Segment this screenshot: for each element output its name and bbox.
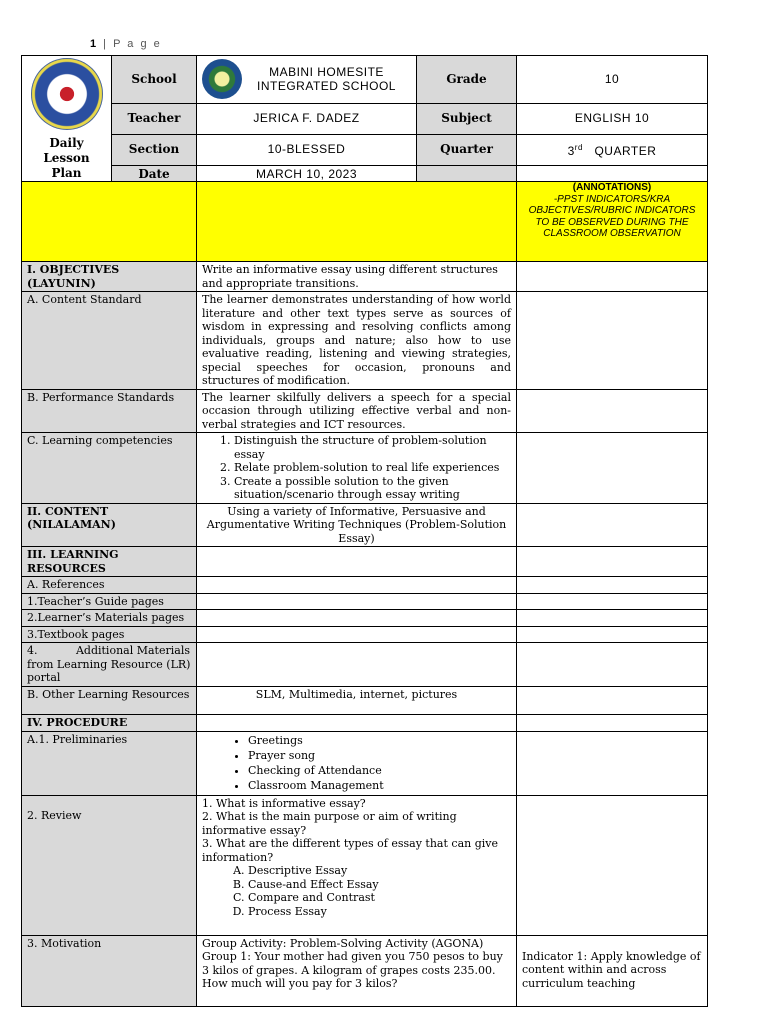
content-standard-label: A. Content Standard <box>22 292 197 390</box>
date-blank <box>517 166 708 182</box>
procedure-annotation <box>517 715 708 732</box>
tb-label: 3.Textbook pages <box>22 626 197 643</box>
competencies-annotation <box>517 433 708 504</box>
content-value: Using a variety of Informative, Persuasive and Argumentative Writing Techniques (Problem-Solution Essay) <box>197 503 517 547</box>
lm-annotation <box>517 610 708 627</box>
annotations-header: (ANNOTATIONS) -PPST INDICATORS/KRA OBJECTIVES/RUBRIC INDICATORS TO BE OBSERVED DURING THE CLASSROOM OBSERVATION <box>517 182 708 262</box>
essay-type-item: B. Cause-and Effect Essay <box>248 878 511 892</box>
lesson-plan-table <box>21 55 708 1007</box>
references-label: A. References <box>22 577 197 594</box>
review-question: 2. What is the main purpose or aim of writing informative essay? <box>202 810 457 837</box>
preliminaries-label: A.1. Preliminaries <box>22 731 197 795</box>
date-label: Date <box>112 166 197 182</box>
content-annotation <box>517 503 708 547</box>
review-value <box>197 795 517 935</box>
essay-type-item: C. Compare and Contrast <box>248 891 511 905</box>
school-seal-icon <box>202 59 242 99</box>
page-number: 1 <box>90 38 97 50</box>
subject-label: Subject <box>417 103 517 134</box>
page-label: P a g e <box>113 38 162 50</box>
tg-value <box>197 593 517 610</box>
procedure-value <box>197 715 517 732</box>
preliminaries-value <box>197 731 517 795</box>
competency-item: 2. Relate problem-solution to real life experiences <box>234 461 511 475</box>
objectives-label: I. OBJECTIVES (LAYUNIN) <box>22 262 197 292</box>
competency-item: 3. Create a possible solution to the given situation/scenario through essay writing <box>234 475 511 502</box>
objectives-annotation <box>517 262 708 292</box>
yellow-blank-1 <box>22 182 197 262</box>
references-value <box>197 577 517 594</box>
additional-label: 4. Additional Materials from Learning Resource (LR) portal <box>22 643 197 687</box>
preliminary-item: • Checking of Attendance <box>248 763 511 778</box>
date-value: MARCH 10, 2023 <box>197 166 417 182</box>
grade-value: 10 <box>517 56 708 104</box>
content-label: II. CONTENT (NILALAMAN) <box>22 503 197 547</box>
content-standard-value: The learner demonstrates understanding of how world literature and other text types serve as sources of wisdom in expressing and resolving conflicts among individuals, groups and nature; also how to use evaluative reading, listening and viewing strategies, special speeches for occasion, pronouns and structures of modification. <box>197 292 517 390</box>
essay-type-item: A. Descriptive Essay <box>248 864 511 878</box>
objectives-value: Write an informative essay using different structures and appropriate transitions. <box>197 262 517 292</box>
school-value: MABINI HOMESITE INTEGRATED SCHOOL <box>257 65 396 94</box>
essay-type-item: D. Process Essay <box>248 905 511 919</box>
section-value: 10-BLESSED <box>197 135 417 166</box>
motivation-annotation: Indicator 1: Apply knowledge of content within and across curriculum teaching <box>517 935 708 1006</box>
motivation-label: 3. Motivation <box>22 935 197 1006</box>
deped-logo-cell <box>22 56 112 182</box>
quarter-value: 3rd QUARTER <box>517 135 708 166</box>
motivation-text: Group 1: Your mother had given you 750 pesos to buy 3 kilos of grapes. A kilogram of grapes costs 235.00. How much will you pay for 3 kilos? <box>202 950 503 990</box>
performance-annotation <box>517 389 708 433</box>
resources-annotation <box>517 547 708 577</box>
tg-label: 1.Teacher’s Guide pages <box>22 593 197 610</box>
performance-label: B. Performance Standards <box>22 389 197 433</box>
yellow-blank-2 <box>197 182 517 262</box>
review-question: 3. What are the different types of essay that can give information? <box>202 837 498 864</box>
references-annotation <box>517 577 708 594</box>
preliminary-item: • Prayer song <box>248 748 511 763</box>
school-label: School <box>112 56 197 104</box>
tb-value <box>197 626 517 643</box>
other-resources-value: SLM, Multimedia, internet, pictures <box>197 687 517 715</box>
subject-value: ENGLISH 10 <box>517 103 708 134</box>
resources-value <box>197 547 517 577</box>
lm-label: 2.Learner’s Materials pages <box>22 610 197 627</box>
other-resources-label: B. Other Learning Resources <box>22 687 197 715</box>
additional-annotation <box>517 643 708 687</box>
motivation-title: Group Activity: Problem-Solving Activity (AGONA) <box>202 936 484 950</box>
tb-annotation <box>517 626 708 643</box>
preliminary-item: • Greetings <box>248 733 511 748</box>
motivation-value <box>197 935 517 1006</box>
procedure-label: IV. PROCEDURE <box>22 715 197 732</box>
teacher-label: Teacher <box>112 103 197 134</box>
teacher-value: JERICA F. DADEZ <box>197 103 417 134</box>
school-cell <box>197 56 417 104</box>
review-label: 2. Review <box>22 795 197 935</box>
additional-value <box>197 643 517 687</box>
review-question: 1. What is informative essay? <box>202 796 366 810</box>
content-standard-annotation <box>517 292 708 390</box>
tg-annotation <box>517 593 708 610</box>
performance-value: The learner skilfully delivers a speech for a special occasion through utilizing effective verbal and non-verbal strategies and ICT resources. <box>197 389 517 433</box>
preliminary-item: • Classroom Management <box>248 778 511 793</box>
date-blank-grey <box>417 166 517 182</box>
review-annotation <box>517 795 708 935</box>
dlp-title: Daily Lesson Plan <box>43 136 90 180</box>
competencies-label: C. Learning competencies <box>22 433 197 504</box>
other-resources-annotation <box>517 687 708 715</box>
lm-value <box>197 610 517 627</box>
preliminaries-annotation <box>517 731 708 795</box>
resources-label: III. LEARNING RESOURCES <box>22 547 197 577</box>
quarter-label: Quarter <box>417 135 517 166</box>
page-number-header: 1 | P a g e <box>90 38 162 50</box>
grade-label: Grade <box>417 56 517 104</box>
deped-seal-icon <box>31 58 103 130</box>
competencies-value <box>197 433 517 504</box>
competency-item: 1. Distinguish the structure of problem-solution essay <box>234 434 511 461</box>
section-label: Section <box>112 135 197 166</box>
